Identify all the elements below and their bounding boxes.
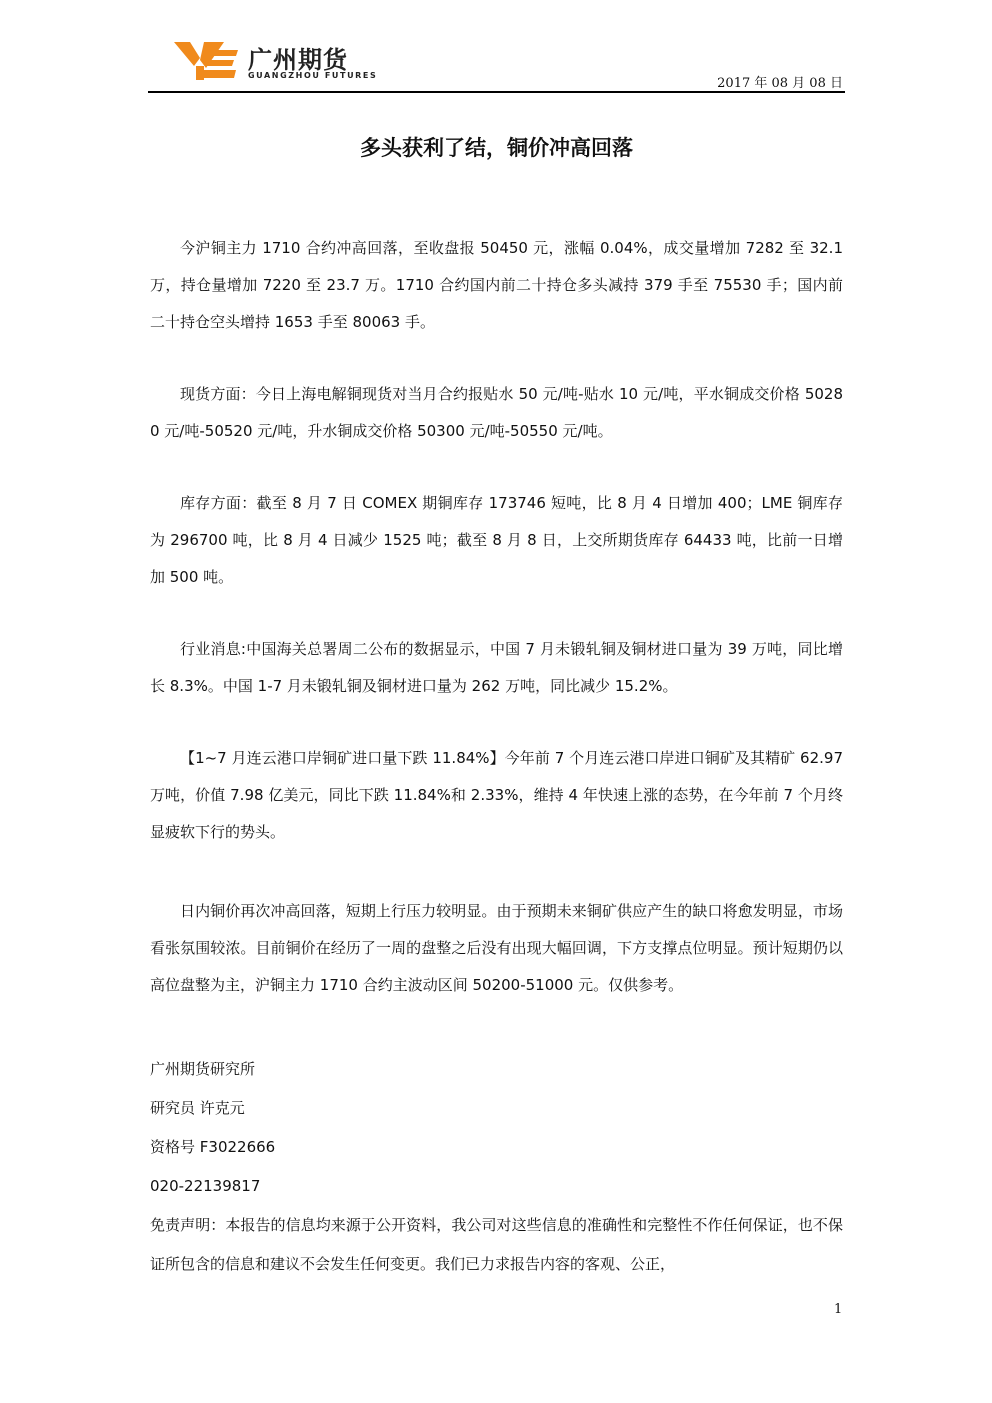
paragraph-lianyungang: 【1~7 月连云港口岸铜矿进口量下跌 11.84%】今年前 7 个月连云港口岸进口铜矿及其精矿 62.97 万吨，价值 7.98 亿美元，同比下跌 11.84%和 2.33%，维持 4 年快速上涨的态势，在今年前 7 个月终显疲软下行的势头。 xyxy=(150,749,843,841)
page-header xyxy=(148,34,845,94)
logo-english-name: GUANGZHOU FUTURES xyxy=(248,71,378,80)
signature-block xyxy=(150,1050,843,1284)
signature-license: 资格号 F3022666 xyxy=(150,1138,276,1156)
company-logo xyxy=(174,38,384,84)
paragraph-market-summary: 今沪铜主力 1710 合约冲高回落，至收盘报 50450 元，涨幅 0.04%，成交量增加 7282 至 32.1 万，持仓量增加 7220 至 23.7 万。1710 合约国内前二十持仓多头减持 379 手至 75530 手；国内前二十持仓空头增持 1653 手至 80063 手。 xyxy=(150,239,843,331)
signature-org: 广州期货研究所 xyxy=(150,1060,256,1078)
disclaimer: 免责声明：本报告的信息均来源于公开资料，我公司对这些信息的准确性和完整性不作任何保证，也不保证所包含的信息和建议不会发生任何变更。我们已力求报告内容的客观、公正， xyxy=(150,1216,843,1273)
signature-researcher: 研究员 许克元 xyxy=(150,1099,245,1117)
report-body xyxy=(150,230,843,1004)
paragraph-industry-news: 行业消息:中国海关总署周二公布的数据显示，中国 7 月未锻轧铜及铜材进口量为 39 万吨，同比增长 8.3%。中国 1-7 月未锻轧铜及铜材进口量为 262 万吨，同比减少 15.2%。 xyxy=(150,640,843,695)
paragraph-inventory: 库存方面：截至 8 月 7 日 COMEX 期铜库存 173746 短吨，比 8 月 4 日增加 400；LME 铜库存为 296700 吨，比 8 月 4 日减少 1525 吨；截至 8 月 8 日，上交所期货库存 64433 吨，比前一日增加 500 吨。 xyxy=(150,494,843,586)
report-date: 2017 年 08 月 08 日 xyxy=(717,76,843,91)
page-number: 1 xyxy=(834,1302,843,1317)
logo-chinese-name: 广州期货 xyxy=(248,46,348,74)
header-divider xyxy=(148,91,845,93)
report-title: 多头获利了结，铜价冲高回落 xyxy=(360,136,633,160)
logo-mark-icon xyxy=(174,38,240,82)
signature-phone: 020-22139817 xyxy=(150,1177,261,1195)
paragraph-outlook: 日内铜价再次冲高回落，短期上行压力较明显。由于预期未来铜矿供应产生的缺口将愈发明显，市场看张氛围较浓。目前铜价在经历了一周的盘整之后没有出现大幅回调，下方支撑点位明显。预计短期仍以高位盘整为主，沪铜主力 1710 合约主波动区间 50200-51000 元。仅供参考。 xyxy=(150,902,843,994)
paragraph-spot: 现货方面：今日上海电解铜现货对当月合约报贴水 50 元/吨-贴水 10 元/吨，平水铜成交价格 50280 元/吨-50520 元/吨，升水铜成交价格 50300 元/吨-50550 元/吨。 xyxy=(150,385,843,440)
